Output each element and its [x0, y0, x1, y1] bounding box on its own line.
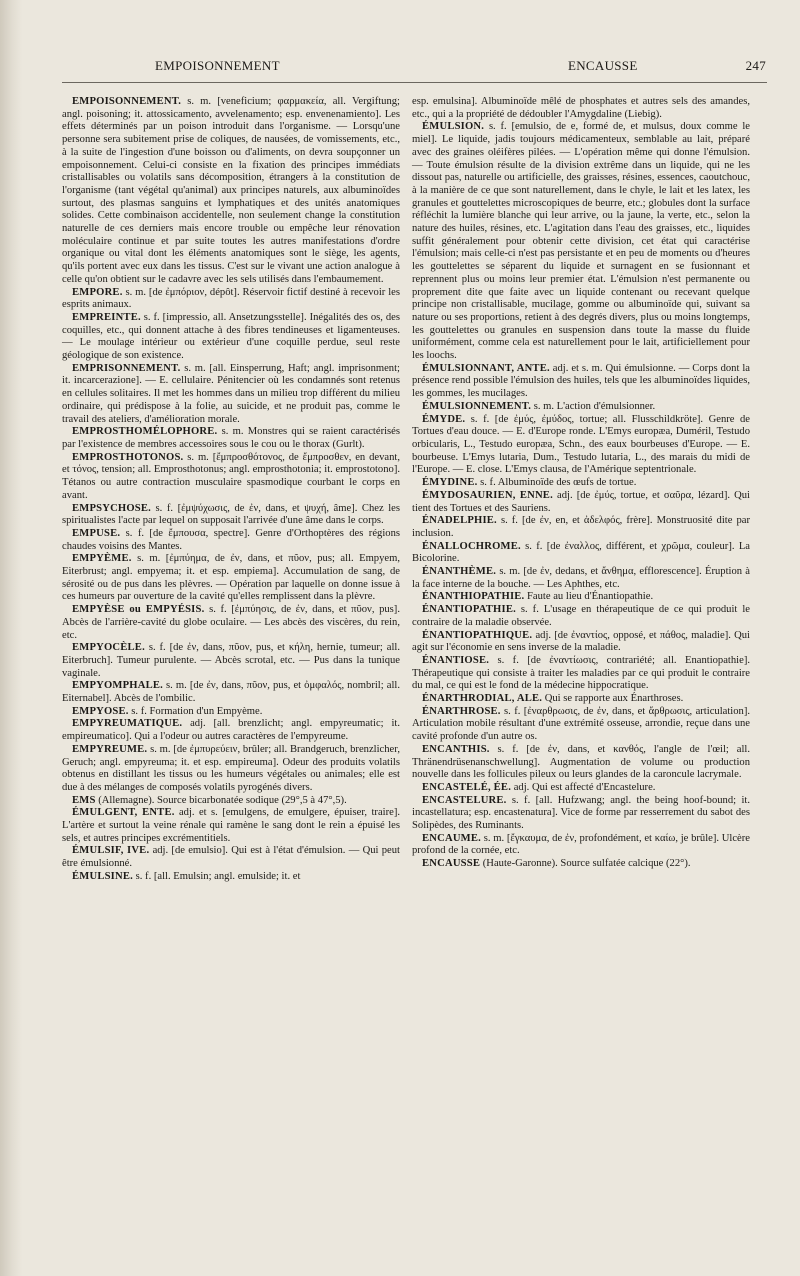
entry-definition: s. m. [de ἐμπόριον, dépôt]. Réservoir fictif destiné à recevoir les esprits animaux. [62, 286, 400, 311]
entry-definition: s. f. [de ἐναντίωσις, contrariété; all. Enantiopathie]. Thérapeutique qui consiste à traiter les maladies par ce qui produit le contraire du mal, ce qui est le fond de la médecine hippocratique. [412, 654, 750, 692]
entry-definition: adj. Qui est affecté d'Encastelure. [511, 781, 656, 793]
dictionary-entry [412, 121, 750, 362]
dictionary-entry [412, 591, 750, 604]
dictionary-entry [62, 452, 400, 503]
entry-definition: s. m. [de ἐν, dedans, et ἄνθημα, efflorescence]. Éruption à la face interne de la bouche. — Les Aphthes, etc. [412, 566, 750, 590]
page-binding-shadow [0, 0, 22, 1276]
right-column [412, 96, 750, 871]
entry-headword: ÉMULSION. [422, 121, 485, 133]
header-first-word: EMPOISONNEMENT [155, 58, 280, 73]
entry-headword: ÉMYDOSAURIEN, ENNE. [422, 489, 553, 501]
dictionary-entry [412, 858, 750, 871]
dictionary-entry [62, 604, 400, 642]
entry-headword: EMPOISONNEMENT. [72, 96, 182, 107]
entry-headword: EMPYOCÈLE. [72, 642, 145, 654]
entry-definition: s. f. Albuminoïde des œufs de tortue. [477, 477, 637, 489]
entry-definition: s. f. [de ἐν, dans, et κανθός, l'angle de l'œil; all. Thränendrüsenanschwellung]. Augmentation de volume ou production nouvelle dans les follicules pileux ou leurs glandes de la caroncule lacrymale. [412, 743, 750, 781]
entry-definition: Faute au lieu d'Énantiopathie. [524, 591, 654, 603]
dictionary-entry [412, 401, 750, 414]
entry-definition: s. f. [all. Hufzwang; angl. the being hoof-bound; it. incastellatura; esp. encastenatura]. Vice de forme par resserrement du sabot des Solipèdes, des Ruminants. [412, 794, 750, 832]
entry-headword: EMPYREUME. [72, 743, 148, 755]
dictionary-entry [412, 541, 750, 566]
entry-headword: ENCAUME. [422, 832, 481, 844]
entry-definition: esp. emulsina]. Albuminoïde mêlé de phosphates et autres sels des amandes, etc., qui a la propriété de dédoubler l'Amygdaline (Liebig). [412, 96, 750, 120]
entry-definition: s. f. [de ἐν, dans, πῦον, pus, et κήλη, hernie, tumeur; all. Eiterbruch]. Tumeur purulente. — Abcès scrotal, etc. — Pus dans la tunique vaginale. [62, 642, 400, 679]
entry-headword: EMPRISONNEMENT. [72, 362, 181, 374]
entry-definition: adj. [de ἐμύς, tortue, et σαῦρα, lézard]. Qui tient des Tortues et des Sauriens. [412, 489, 750, 514]
dictionary-entry [62, 795, 400, 808]
entry-headword: ENCASTELÉ, ÉE. [422, 781, 512, 793]
entry-definition: adj. [all. brenzlicht; angl. empyreumatic; it. empireumatico]. Qui a l'odeur ou autres caractères de l'empyreume. [62, 718, 400, 743]
entry-headword: EMPROSTHOTONOS. [72, 451, 184, 463]
entry-definition: s. m. [ἔγκαυμα, de ἐν, profondément, et καίω, je brûle]. Ulcère profond de la cornée, etc. [412, 832, 750, 857]
entry-headword: ÉMULSIONNANT, ANTE. [422, 362, 550, 374]
entry-definition: s. f. [de ἐναλλος, différent, et χρῶμα, couleur]. La Bicolorine. [412, 540, 750, 565]
entry-definition: s. m. [de ἐμπυρεύειν, brûler; all. Brandgeruch, brenzlicher, Geruch; angl. empyreuma; it. et esp. empireuma]. Odeur des produits volatils obtenus en distillant les tissus ou les humeurs végétales ou animales; elle est due à des mélanges de composés volatils pyrogénés divers. [62, 743, 400, 793]
entry-definition: s. f. [impressio, all. Ansetzungsstelle]. Inégalités des os, des coquilles, etc., qui donnent attache à des fibres tendineuses et ligamenteuses. — Le moulage intérieur ou extérieur d'une coquille perdue, seul reste géologique de son existence. [62, 311, 400, 362]
entry-definition: adj. [de ἐναντίος, opposé, et πάθος, maladie]. Qui agit sur l'économie en sens inverse de la maladie. [412, 629, 750, 654]
entry-headword: ENCASTELURE. [422, 794, 507, 806]
entry-definition: s. f. [de ἔμπουσα, spectre]. Genre d'Orthoptères des régions chaudes voisins des Mantes. [62, 527, 400, 552]
dictionary-entry [412, 630, 750, 655]
entry-definition: s. m. [de ἐν, dans, πῦον, pus, et ὀμφαλός, nombril; all. Eiternabel]. Abcès de l'ombilic. [62, 680, 400, 705]
entry-headword: EMPREINTE. [72, 311, 141, 323]
entry-headword: ENCANTHIS. [422, 743, 490, 755]
header-rule [62, 82, 767, 83]
running-header [60, 58, 766, 80]
entry-headword: EMPYREUMATIQUE. [72, 718, 183, 730]
entry-headword: ÉNANTHIOPATHIE. [422, 591, 525, 603]
entry-headword: EMS [72, 794, 96, 806]
dictionary-entry [412, 363, 750, 401]
entry-headword: ÉMULSIONNEMENT. [422, 400, 532, 412]
entry-headword: ÉNARTHROSE. [422, 705, 501, 717]
entry-definition: s. m. Monstres qui se raient caractérisés par l'existence de membres accessoires sous le cou ou le thorax (Gurlt). [62, 426, 400, 450]
dictionary-entry [62, 363, 400, 427]
dictionary-entry [62, 706, 400, 719]
entry-headword: ÉNANTIOPATHIE. [422, 604, 516, 616]
dictionary-entry [412, 693, 750, 706]
dictionary-entry [412, 655, 750, 693]
entry-definition: s. f. [ἐναρθρωσις, de ἐν, dans, et ἄρθρωσις, articulation]. Articulation mobile résultant d'une extrémité osseuse, arrondie, reçue dans une cavité profonde d'un autre os. [412, 705, 750, 743]
entry-headword: EMPROSTHOMÉLOPHORE. [72, 426, 218, 438]
entry-definition: s. f. [all. Emulsin; angl. emulside; it. et [132, 870, 301, 882]
entry-headword: ENCAUSSE [422, 858, 481, 870]
entry-definition: adj. et s. [emulgens, de emulgere, épuiser, traire]. L'artère et surtout la veine rénale qui ramène le sang dont le rein a épuisé les sels, et autres principes excrémentitiels. [62, 807, 401, 844]
dictionary-entry [62, 680, 400, 705]
entry-headword: EMPYOSE. [72, 705, 129, 717]
dictionary-entry [62, 426, 400, 451]
dictionary-entry [412, 96, 750, 121]
entry-headword: EMPUSE. [72, 527, 121, 539]
dictionary-entry [62, 871, 400, 884]
entry-headword: ÉNANTIOSE. [422, 654, 490, 666]
entry-headword: ÉMULGENT, ENTE. [72, 807, 175, 819]
entry-definition: adj. [de emulsio]. Qui est à l'état d'émulsion. — Qui peut être émulsionné. [62, 845, 400, 870]
entry-definition: adj. et s. m. Qui émulsionne. — Corps dont la présence rend possible l'émulsion des huiles, tels que les albuminoïdes liquides, les gommes, les mucilages. [412, 362, 750, 400]
header-last-word: ENCAUSSE [568, 58, 638, 73]
page-number: 247 [745, 58, 766, 73]
entry-definition: Qui se rapporte aux Énarthroses. [542, 693, 684, 705]
entry-headword: EMPYÈSE ou EMPYÉSIS. [72, 604, 205, 616]
entry-definition: s. f. [ἐμψύχωσις, de ἐν, dans, et ψυχή, âme]. Chez les spiritualistes l'acte par lequel on supposait l'arrivée d'une âme dans le corps. [62, 502, 400, 527]
dictionary-entry [412, 744, 750, 782]
entry-headword: ÉNALLOCHROME. [422, 540, 521, 552]
dictionary-entry [412, 706, 750, 744]
dictionary-entry [412, 833, 750, 858]
entry-headword: EMPYÈME. [72, 553, 132, 565]
dictionary-entry [62, 528, 400, 553]
entry-headword: ÉMULSINE. [72, 870, 133, 882]
dictionary-entry [412, 515, 750, 540]
dictionary-entry [412, 782, 750, 795]
dictionary-entry [62, 807, 400, 845]
dictionary-entry [62, 312, 400, 363]
entry-headword: ÉNANTHÈME. [422, 566, 497, 578]
dictionary-entry [62, 287, 400, 312]
entry-headword: EMPYOMPHALE. [72, 680, 163, 692]
dictionary-entry [62, 503, 400, 528]
dictionary-entry [62, 642, 400, 680]
entry-definition: s. m. L'action d'émulsionner. [531, 400, 656, 412]
dictionary-entry [412, 604, 750, 629]
entry-definition: s. f. [de ἐν, en, et ἀδελφός, frère]. Monstruosité dite par inclusion. [412, 515, 750, 539]
entry-definition: s. f. L'usage en thérapeutique de ce qui produit le contraire de la maladie observée. [412, 604, 750, 628]
dictionary-entry [62, 96, 400, 287]
entry-definition: s. m. [ἐμπύημα, de ἐν, dans, et πῦον, pus; all. Empyem, Eiterbrust; angl. empyema; it. et esp. empiema]. Accumulation de sang, de sérosité ou de pus dans les plèvres. — Opération par laquelle on donne issue à ces humeurs par ouverture de la cavité qu'elles remplissent dans la plèvre. [62, 553, 400, 603]
entry-definition: s. m. [ἔμπροσθότονος, de ἔμπροσθεν, en devant, et τόνος, tension; all. Emprosthotonus; angl. emprosthotonia; it. emprostotono]. Tétanos ou autre contraction musculaire spasmodique courbant le corps en avant. [62, 451, 400, 501]
entry-headword: ÉNADELPHIE. [422, 515, 497, 527]
dictionary-entry [62, 845, 400, 870]
dictionary-entry [62, 744, 400, 795]
dictionary-entry [62, 553, 400, 604]
entry-headword: EMPORE. [72, 286, 123, 298]
entry-definition: s. f. [emulsio, de e, formé de, et mulsus, doux comme le miel]. Le liquide, jadis toujours médicamenteux, semblable au lait, préparé avec des graines oléifères pilées. — L'opération même qui donne l'émulsion. — Toute émulsion résulte de la division extrême dans un liquide, qui ne les dissout pas, naturelle ou artificielle, des graisses, résines, essences, caoutchouc, à la manière de ce que sont naturellement, dans le chyle, le lait et les latex, les granules et gouttelettes microscopiques de beurre, etc.; globules dont la surface réfléchit la lumière blanche qui leur arrive, ou la jaune, la verte, etc., selon la nature des huiles, résines, etc. L'agitation dans l'eau des graisses, etc., liquides suffit généralement pour obtenir cette division, cet état qui caractérise l'émulsion; mais celle-ci n'est pas persistante et en peu de moments ou d'heures les gouttelettes se séparent du liquide et surnagent en se fusionnant et reprennent plus ou moins leur premier état. L'émulsion n'est permanente ou proprement dite que faite avec un liquide contenant ou recevant quelque principe non cristallisable, mucilage, gomme ou albuminoïde qui, suivant sa nature ou ses proportions, retient à des degrés divers, plus ou moins longtemps, les gouttelettes ou granules en suspension dans toute la masse du fluide uniformément, comme cela est naturellement pour le lait, artificiellement pour les loochs. [412, 121, 750, 362]
entry-definition: s. f. Formation d'un Empyème. [128, 705, 263, 717]
dictionary-entry [412, 566, 750, 591]
entry-definition: (Haute-Garonne). Source sulfatée calcique (22°). [480, 858, 691, 870]
entry-headword: EMPSYCHOSE. [72, 502, 152, 514]
entry-definition: s. f. [ἐμπύησις, de ἐν, dans, et πῦον, pus]. Abcès de l'arrière-cavité du globe oculaire. — Les abcès des viscères, du rein, etc. [62, 604, 400, 641]
dictionary-entry [412, 414, 750, 478]
entry-headword: ÉMULSIF, IVE. [72, 845, 150, 857]
dictionary-entry [412, 490, 750, 515]
entry-definition: (Allemagne). Source bicarbonatée sodique (29°,5 à 47°,5). [95, 794, 347, 806]
entry-headword: ÉNARTHRODIAL, ALE. [422, 693, 543, 705]
entry-headword: ÉMYDINE. [422, 477, 478, 489]
entry-headword: ÉNANTIOPATHIQUE. [422, 629, 533, 641]
entry-headword: ÉMYDE. [422, 413, 466, 425]
entry-definition: s. f. [de ἐμύς, ἐμύδος, tortue; all. Flusschildkröte]. Genre de Tortues d'eau douce. — E. d'Europe ronde. L'Emys europæa, Duméril, Testudo orbicularis, L., Testudo europæa, Schn., des eaux bourbeuses d'Europe. — E. bourbeuse. L'Emys lutaria, Dum., Testudo lutaria, L., des marais du midi de l'Europe. — E. close. L'Emys clausa, de l'Amérique septentrionale. [412, 413, 750, 476]
dictionary-entry [62, 718, 400, 743]
left-column [62, 96, 400, 884]
entry-definition: s. m. [all. Einsperrung, Haft; angl. imprisonment; it. incarcerazione]. — E. cellulaire. Pénitencier où les condamnés sont retenus en cellules solitaires. Il met les hommes dans un milieu trop différent du milieu ordinaire, qui prédispose à la folie, au suicide, et ne produit pas, comme le travail des ateliers, d'amélioration morale. [62, 362, 400, 425]
entry-definition: s. m. [veneficium; φαρμακεία, all. Vergiftung; angl. poisoning; it. attossicamento, avvelenamento; esp. envenenamiento]. Les effets déterminés par un poison introduit dans l'organisme. — Lorsqu'une personne sera subitement prise de coliques, de nausées, de vomissements, etc., à la suite de l'ingestion d'une boisson ou d'aliments, on devra soupçonner un empoisonnement. Celui-ci consiste en la fixation des principes immédiats cristallisables ou volatils sans décomposition, étrangers à la constitution de l'organisme (tant végétal qu'animal) aux principes naturels, aux albuminoïdes surtout, des plasmas sanguins et lymphatiques et des unités anatomiques solides. Cette combinaison accidentelle, non seulement change la constitution naturelle de ces derniers mais encore trouble ou empêche leur rénovation moléculaire continue et par suite toutes les autres manifestations d'ordre organique ou vital dont les éléments anatomiques sont le siège, les agents, qu'ils portent avec eux dans les tissus. C'est sur le vivant une action analogue à celle qu'on obtient sur le cadavre avec les sels utilisés dans l'embaumement. [62, 96, 400, 285]
dictionary-entry [412, 477, 750, 490]
dictionary-entry [412, 795, 750, 833]
